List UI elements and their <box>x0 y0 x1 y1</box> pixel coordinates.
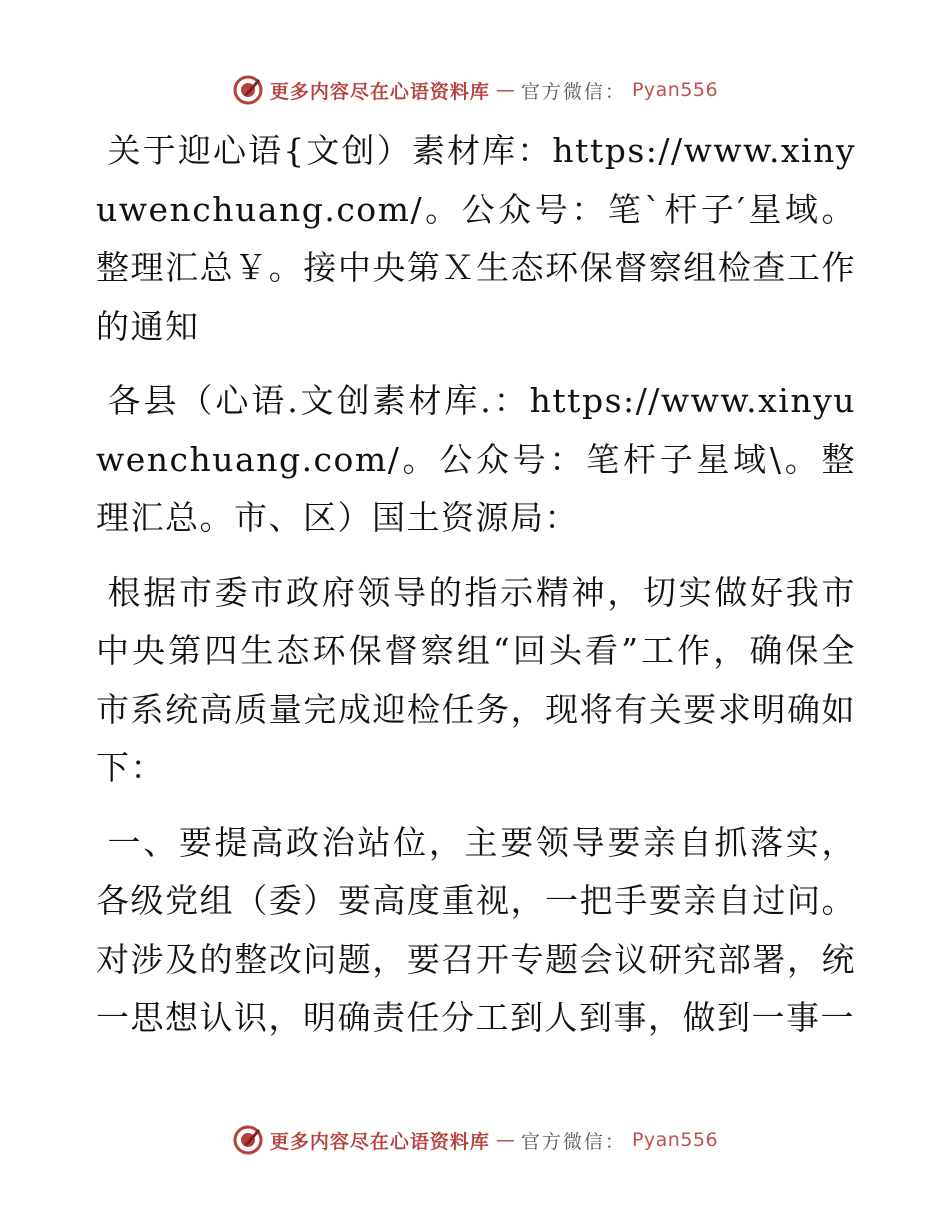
watermark-text: 更多内容尽在心语资料库 <box>269 1130 490 1153</box>
watermark-label: 官方微信： <box>520 1130 626 1153</box>
body-paragraph: 一、要提高政治站位，主要领导要亲自抓落实，各级党组（委）要高度重视，一把手要亲自过问。对涉及的整改问题，要召开专题会议研究部署，统一思想认识，明确责任分工到人到事，做到一事一 <box>96 822 856 1037</box>
watermark-footer <box>0 1120 950 1160</box>
watermark-id: Pyan556 <box>631 1129 719 1151</box>
watermark-text: 更多内容尽在心语资料库 <box>269 80 490 103</box>
brand-logo-icon <box>232 74 264 106</box>
watermark-separator: — <box>495 79 515 101</box>
body-paragraph: 根据市委市政府领导的指示精神，切实做好我市中央第四生态环保督察组“回头看”工作，确保全市系统高质量完成迎检任务，现将有关要求明确如下： <box>96 572 856 787</box>
addressee-paragraph: 各县（心语.文创素材库.：https://www.xinyuwenchuang.com/。公众号：笔杆子星域\。整理汇总。市、区）国土资源局： <box>96 381 856 537</box>
watermark-separator: — <box>495 1129 515 1151</box>
document-title-paragraph: 关于迎心语{文创）素材库：https://www.xinyuwenchuang.com/。公众号：笔`杆子′星域。整理汇总￥。接中央第Ｘ生态环保督察组检查工作的通知 <box>96 131 856 346</box>
document-body <box>96 122 856 1064</box>
brand-logo-icon <box>232 1124 264 1156</box>
watermark-id: Pyan556 <box>631 79 719 101</box>
watermark-header <box>0 70 950 110</box>
watermark-label: 官方微信： <box>520 80 626 103</box>
